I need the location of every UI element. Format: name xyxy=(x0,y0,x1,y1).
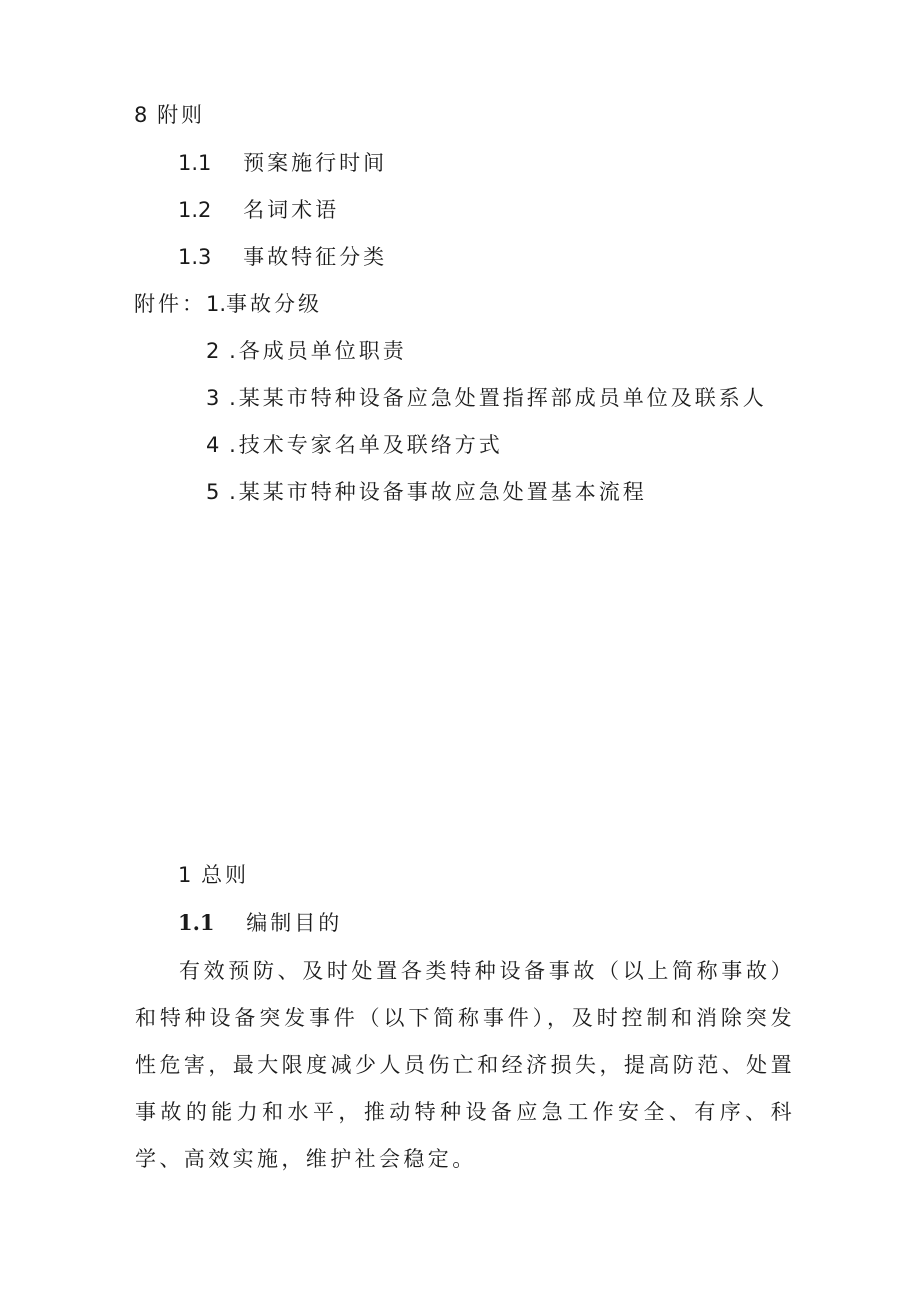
toc-item-number: 1.3 xyxy=(178,245,212,269)
attachment-title: .各成员单位职责 xyxy=(229,339,407,363)
toc-item-number: 1.1 xyxy=(178,151,212,175)
attachment-number: 1. xyxy=(206,292,227,316)
attachment-title: .某某市特种设备应急处置指挥部成员单位及联系人 xyxy=(229,386,767,410)
toc-section-8-title: 附则 xyxy=(157,103,206,127)
attachment-number: 4 xyxy=(206,433,220,457)
toc-item-title: 事故特征分类 xyxy=(243,245,388,269)
attachments-label: 附件： xyxy=(134,292,206,316)
toc-item-1-2 xyxy=(178,196,339,224)
toc-section-8 xyxy=(134,101,205,129)
purpose-paragraph: 有效预防、及时处置各类特种设备事故（以上简称事故）和特种设备突发事件（以下简称事件），及时控制和消除突发性危害，最大限度减少人员伤亡和经济损失，提高防范、处置事故的能力和水平，推动特种设备应急工作安全、有序、科学、高效实施，维护社会稳定。 xyxy=(135,959,795,1171)
section-1-number: 1 xyxy=(178,863,192,887)
section-1-heading xyxy=(178,861,249,889)
attachment-2 xyxy=(206,337,407,365)
toc-item-title: 名词术语 xyxy=(243,198,340,222)
toc-item-title: 预案施行时间 xyxy=(243,151,388,175)
attachment-4 xyxy=(206,431,503,459)
subsection-1-1-heading xyxy=(178,909,342,937)
toc-item-1-1 xyxy=(178,149,387,177)
attachment-title: .技术专家名单及联络方式 xyxy=(229,433,503,457)
attachment-title: 事故分级 xyxy=(226,292,323,316)
attachment-number: 2 xyxy=(206,339,220,363)
toc-item-1-3 xyxy=(178,243,387,271)
attachment-title: .某某市特种设备事故应急处置基本流程 xyxy=(229,480,647,504)
subsection-title: 编制目的 xyxy=(246,911,343,935)
attachment-5 xyxy=(206,478,647,506)
subsection-number: 1.1 xyxy=(178,910,215,935)
toc-item-number: 1.2 xyxy=(178,198,212,222)
attachment-3 xyxy=(206,384,767,412)
attachments-line-1 xyxy=(134,290,322,318)
attachment-number: 3 xyxy=(206,386,220,410)
section-1-title: 总则 xyxy=(201,863,250,887)
attachment-number: 5 xyxy=(206,480,220,504)
toc-section-8-number: 8 xyxy=(134,103,148,127)
